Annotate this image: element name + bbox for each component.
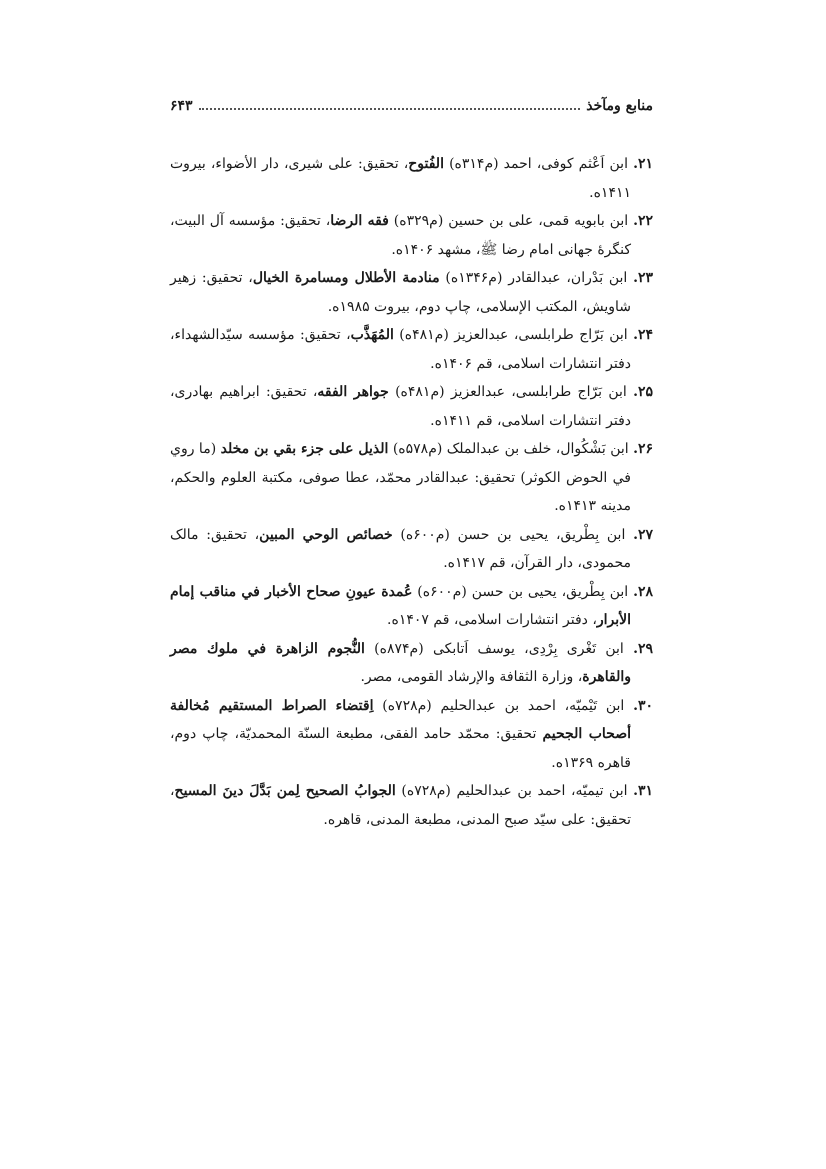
entry-details: ، تحقیق: مؤسسه آل البیت، کنگرهٔ جهانی امام رضا ﷺ، مشهد ۱۴۰۶ه. [170,213,631,258]
entry-title: الجوابُ الصحیح لِمن بَدَّلَ دینَ المسیح [174,783,396,799]
entry-number: ۳۱. [633,783,654,799]
entry-number: ۲۹. [633,640,653,657]
entry-author: ابن بِطْریق، یحیی بن حسن (م۶۰۰ه) [392,526,626,543]
entry-author: ابن بَدْران، عبدالقادر (م۱۳۴۶ه) [439,270,628,286]
bibliography-entry [170,321,653,378]
entry-details: ، دفتر انتشارات اسلامی، قم ۱۴۰۷ه. [387,612,597,628]
entry-number: ۲۵. [633,384,653,400]
entry-details: ، تحقیق: علی سیّد صبح المدنی، مطبعة المدنی، قاهره. [170,783,631,828]
bibliography-list [170,150,653,834]
entry-number: ۲۴. [633,327,654,343]
entry-number: ۳۰. [633,697,654,714]
bibliography-entry [170,264,653,321]
entry-number: ۲۳. [633,270,654,286]
section-title: منابع ومآخذ [586,98,653,114]
bibliography-entry [170,777,653,834]
entry-author: ابن تیمیّه، احمد بن عبدالحلیم (م۷۲۸ه) [395,783,628,799]
entry-author: ابن بَرّاج طرابلسی، عبدالعزیز (م۴۸۱ه) [388,384,627,400]
bibliography-entry [170,692,653,778]
entry-details: ، تحقیق: مالک محمودی، دار القرآن، قم ۱۴۱۷ه. [170,526,631,571]
bibliography-entry [170,521,653,578]
entry-details: ، تحقیق: ابراهیم بهادری، دفتر انتشارات اسلامی، قم ۱۴۱۱ه. [170,384,631,429]
entry-title: منادمة الأطلال ومسامرة الخیال [252,270,440,286]
bibliography-entry [170,578,653,635]
entry-number: ۲۶. [633,441,654,457]
entry-author: ابن بِطْریق، یحیی بن حسن (م۶۰۰ه) [412,583,629,600]
entry-details: تحقیق: محمّد حامد الفقی، مطبعة السنّة المحمدیّة، چاپ دوم، قاهره ۱۳۶۹ه. [170,726,631,771]
entry-details: (ما روي في الحوض الکوثر) تحقیق: عبدالقادر محمّد، عطا صوفی، مکتبة العلوم والحکم، مدینه ۱۴۱۳ه. [170,441,631,514]
bibliography-entry [170,378,653,435]
entry-details: ، تحقیق: علی شیری، دار الأضواء، بیروت ۱۴۱۱ه. [170,156,631,201]
entry-number: ۲۸. [633,583,654,600]
bibliography-entry [170,150,653,207]
entry-title: الفُتوح [408,156,444,172]
entry-number: ۲۲. [633,213,653,229]
entry-number: ۲۷. [633,526,653,543]
entry-title: النُّجوم الزاهرة في ملوك مصر والقاهرة [170,640,631,685]
entry-title: جواهر الفقه [317,384,389,400]
entry-author: ابن تَیْمیّه، احمد بن عبدالحلیم (م۷۲۸ه) [373,697,625,714]
dot-leader [199,108,581,110]
entry-title: المُهَذَّب [350,327,394,343]
page-number: ۶۴۳ [170,98,193,114]
entry-title: الذیل علی جزء بقي بن مخلد [220,441,389,457]
entry-details: ، تحقیق: زهیر شاویش، المکتب الإسلامی، چاپ دوم، بیروت ۱۹۸۵ه. [170,270,631,315]
entry-title: خصائص الوحي المبین [259,526,393,543]
entry-details: ، تحقیق: مؤسسه سیّدالشهداء، دفتر انتشارات اسلامی، قم ۱۴۰۶ه. [170,327,631,372]
entry-number: ۲۱. [633,156,653,172]
bibliography-entry [170,435,653,521]
entry-details: ، وزارة الثقافة والإرشاد القومی، مصر. [360,669,583,685]
bibliography-entry [170,635,653,692]
bibliography-entry [170,207,653,264]
entry-author: ابن اَعْثم کوفی، احمد (م۳۱۴ه) [443,156,628,172]
entry-author: ابن بابویه قمی، علی بن حسین (م۳۲۹ه) [388,213,629,229]
entry-author: ابن بَرّاج طرابلسی، عبدالعزیز (م۴۸۱ه) [393,327,628,343]
running-header [170,98,653,120]
entry-author: ابن تَغْری بِرْدِی، یوسف اَتابکی (م۸۷۴ه) [364,640,624,657]
entry-title: اِقتضاء الصراط المستقیم مُخالفة أصحاب الجحیم [170,697,631,742]
entry-title: عُمدة عیونِ صحاح الأخبار في مناقب إمام الأبرار [170,583,631,628]
entry-title: فقه الرضا [330,213,389,229]
entry-author: ابن بَشْکُوال، خلف بن عبدالملک (م۵۷۸ه) [388,441,629,457]
